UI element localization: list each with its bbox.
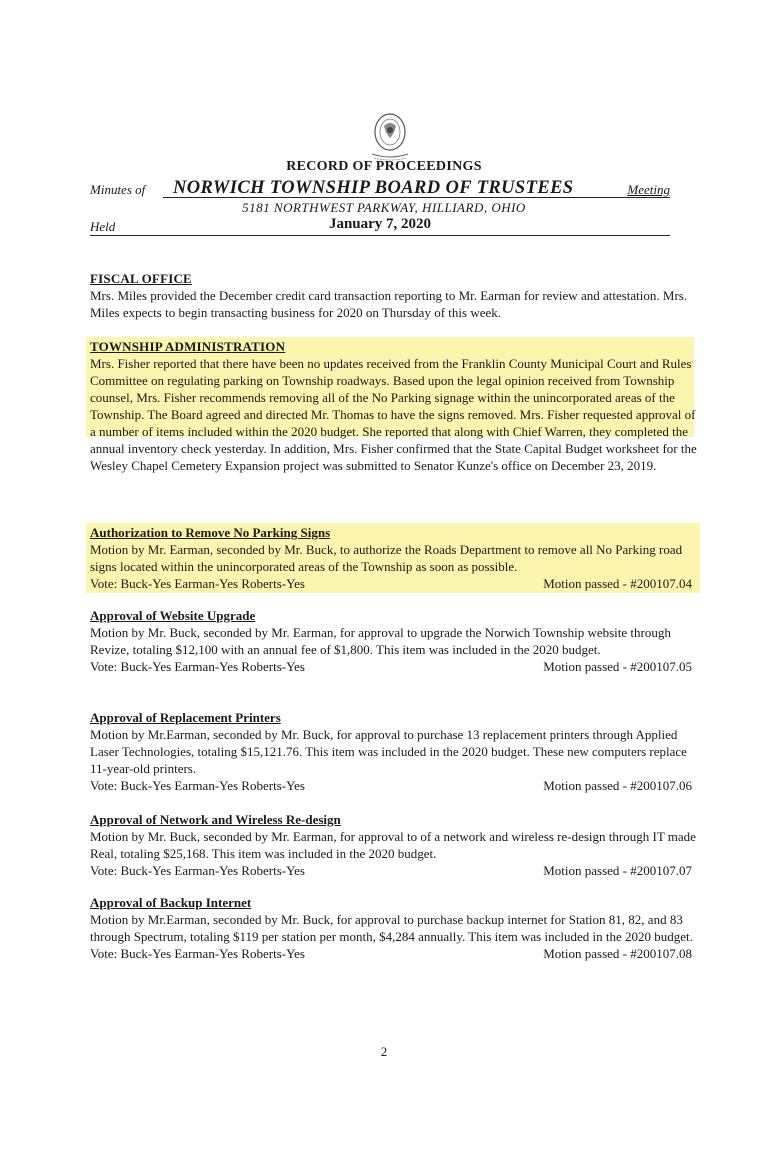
held-rule [90, 235, 670, 236]
section-body: Mrs. Fisher reported that there have been no updates received from the Franklin County Municipal Court and Rules Committee on regulating parking on Township roadways. Based upon the legal opinion received from Township counsel, Mrs. Fisher recommends removing all of the No Parking signage within the unincorporated areas of the Township. The Board agreed and directed Mr. Thomas to have the signs removed. Mrs. Fisher requested approval of a number of items included within the 2020 budget. She reported that along with Chief Warren, they completed the annual inventory check yesterday. In addition, Mrs. Fisher confirmed that the State Capital Budget worksheet for the Wesley Chapel Cemetery Expansion project was submitted to Senator Kunze's office on December 23, 2019. [90, 356, 697, 473]
page-number: 2 [380, 1044, 388, 1059]
township-admin-section [90, 338, 702, 474]
motion-result: Motion passed - #200107.06 [543, 778, 692, 793]
vote-row [90, 945, 702, 962]
motion-result: Motion passed - #200107.04 [543, 576, 692, 591]
section-heading: TOWNSHIP ADMINISTRATION [90, 339, 286, 354]
township-seal-icon [362, 108, 418, 164]
motion-body: Motion by Mr.Earman, seconded by Mr. Buck, for approval to purchase 13 replacement printers through Applied Laser Technologies, totaling $15,121.76. This item was included in the 2020 budget. These new computers replace 11-year-old printers. [90, 727, 687, 776]
vote-text: Vote: Buck-Yes Earman-Yes Roberts-Yes [90, 576, 305, 591]
motion-result: Motion passed - #200107.07 [543, 863, 692, 878]
motion-heading: Authorization to Remove No Parking Signs [90, 525, 331, 540]
held-line [90, 216, 670, 238]
vote-row [90, 575, 702, 592]
vote-text: Vote: Buck-Yes Earman-Yes Roberts-Yes [90, 863, 305, 878]
vote-row [90, 777, 702, 794]
motion-heading: Approval of Network and Wireless Re-design [90, 812, 341, 827]
motion-body: Motion by Mr.Earman, seconded by Mr. Buck, for approval to purchase backup internet for Station 81, 82, and 83 through Spectrum, totaling $119 per station per month, $4,284 annually. This item was included in the 2020 budget. [90, 912, 693, 944]
vote-row [90, 658, 702, 675]
record-title: RECORD OF PROCEEDINGS [286, 159, 482, 174]
section-body: Mrs. Miles provided the December credit card transaction reporting to Mr. Earman for review and attestation. Mrs. Miles expects to begin transacting business for 2020 on Thursday of this week. [90, 288, 688, 320]
motion-heading: Approval of Backup Internet [90, 895, 252, 910]
motion-body: Motion by Mr. Buck, seconded by Mr. Earman, for approval to upgrade the Norwich Township website through Revize, totaling $12,100 with an annual fee of $1,800. This item was included in the 2020 budget. [90, 625, 671, 657]
vote-row [90, 862, 702, 879]
minutes-of-label: Minutes of [90, 182, 146, 197]
section-heading: FISCAL OFFICE [90, 271, 192, 286]
motion-section [90, 709, 702, 794]
minutes-rule [163, 197, 670, 198]
motion-section [90, 607, 702, 675]
motion-body: Motion by Mr. Buck, seconded by Mr. Earman, for approval to of a network and wireless re-design through IT made Real, totaling $25,168. This item was included in the 2020 budget. [90, 829, 696, 861]
motion-heading: Approval of Website Upgrade [90, 608, 256, 623]
vote-text: Vote: Buck-Yes Earman-Yes Roberts-Yes [90, 778, 305, 793]
meeting-date: January 7, 2020 [328, 216, 432, 232]
held-label: Held [90, 219, 116, 234]
fiscal-office-section [90, 270, 702, 321]
motion-result: Motion passed - #200107.08 [543, 946, 692, 961]
meeting-label: Meeting [627, 182, 670, 197]
motion-section [90, 894, 702, 962]
vote-text: Vote: Buck-Yes Earman-Yes Roberts-Yes [90, 659, 305, 674]
motion-heading: Approval of Replacement Printers [90, 710, 281, 725]
motion-body: Motion by Mr. Earman, seconded by Mr. Buck, to authorize the Roads Department to remove all No Parking road signs located within the unincorporated areas of the Township as soon as possible. [90, 542, 683, 574]
minutes-line [90, 178, 670, 200]
board-name: NORWICH TOWNSHIP BOARD OF TRUSTEES [173, 178, 574, 198]
address: 5181 NORTHWEST PARKWAY, HILLIARD, OHIO [242, 200, 526, 215]
vote-text: Vote: Buck-Yes Earman-Yes Roberts-Yes [90, 946, 305, 961]
motion-result: Motion passed - #200107.05 [543, 659, 692, 674]
motion-section [90, 524, 702, 592]
motion-section [90, 811, 702, 879]
